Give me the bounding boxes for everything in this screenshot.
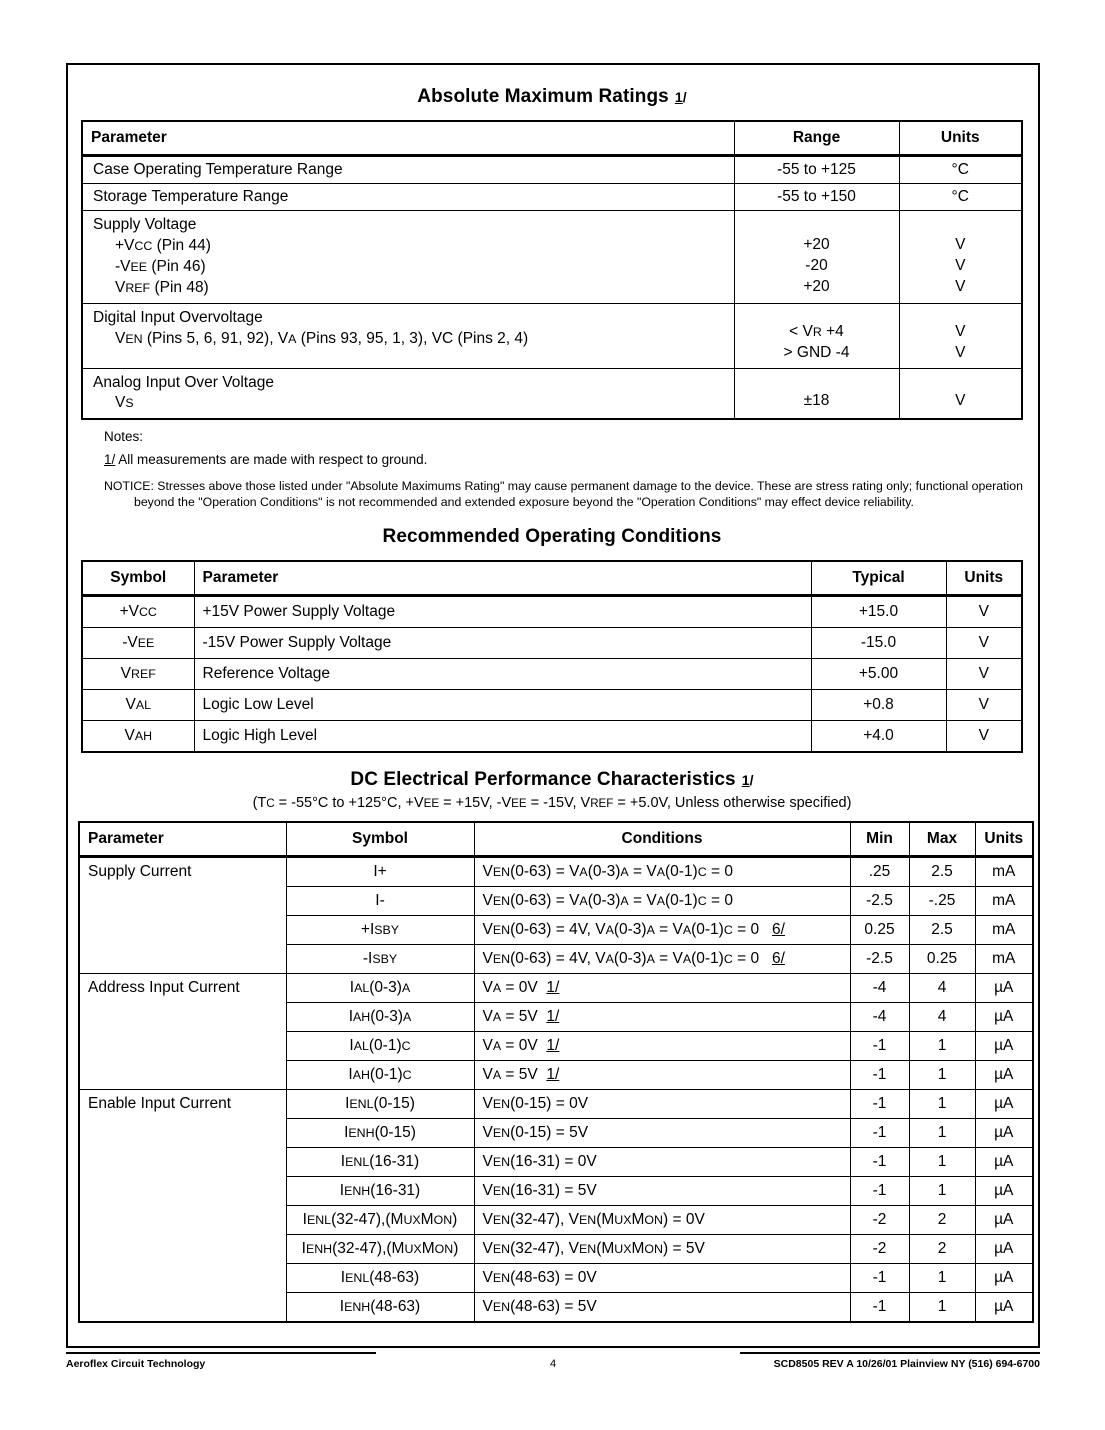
cell-symbol: +VCC [82, 596, 194, 628]
table-row [82, 721, 1022, 753]
cell-max: 1 [909, 1148, 975, 1177]
units-line: °C [951, 161, 969, 178]
table-row [82, 184, 1022, 211]
cell-conditions: VEN(0-15) = 0V [474, 1090, 850, 1119]
table-row-supply-voltage [82, 211, 1022, 304]
cell-parameter [82, 184, 734, 211]
param-line: Storage Temperature Range [93, 188, 289, 205]
notes-block [104, 428, 1026, 510]
footer-page-number: 4 [549, 1358, 557, 1370]
table-row [82, 628, 1022, 659]
cell-symbol: -ISBY [286, 945, 474, 974]
cell-max: 2.5 [909, 857, 975, 887]
param-line-vref: VREF (Pin 48) [115, 278, 209, 296]
section1-note-ref: 1 [674, 89, 683, 105]
cell-typical: -15.0 [811, 628, 946, 659]
header-parameter: Parameter [194, 561, 811, 596]
cell-units [899, 184, 1022, 211]
header-range: Range [734, 121, 899, 156]
cell-symbol: IENH(32-47),(MUXMON) [286, 1235, 474, 1264]
table-row [82, 596, 1022, 628]
table-row [79, 1090, 1033, 1119]
param-line-vs: VS [115, 394, 134, 412]
table-header-row [82, 121, 1022, 156]
dc-electrical-performance-title [78, 769, 1026, 791]
table-row-digital-input-overvoltage [82, 303, 1022, 368]
recommended-operating-conditions-title: Recommended Operating Conditions [382, 526, 722, 548]
cell-units: V [946, 721, 1022, 753]
cell-symbol: IAL(0-3)A [286, 974, 474, 1003]
cell-conditions: VEN(0-63) = VA(0-3)A = VA(0-1)C = 0 [474, 857, 850, 887]
notes-heading: Notes: [104, 429, 144, 445]
section1-note-ref-slash: / [682, 89, 687, 105]
cell-min: -2.5 [850, 945, 909, 974]
cell-units: µA [975, 1119, 1033, 1148]
header-max: Max [909, 822, 975, 857]
cell-symbol: I+ [286, 857, 474, 887]
units-line: V [955, 391, 966, 409]
cell-symbol: VAH [82, 721, 194, 753]
page-content [78, 70, 1026, 1323]
notice-block [104, 478, 1026, 510]
cell-conditions: VA = 0V 1/ [474, 1032, 850, 1061]
range-line-gnd: > GND -4 [783, 343, 850, 361]
note-1-ref: 1/ [104, 451, 116, 467]
cell-units: µA [975, 1061, 1033, 1090]
table-row [82, 690, 1022, 721]
footer-rule-right [740, 1352, 1040, 1354]
cell-min: -1 [850, 1293, 909, 1323]
header-units: Units [946, 561, 1022, 596]
header-conditions: Conditions [474, 822, 850, 857]
header-symbol: Symbol [286, 822, 474, 857]
cell-conditions: VEN(0-63) = 4V, VA(0-3)A = VA(0-1)C = 0 6/ [474, 916, 850, 945]
header-parameter: Parameter [79, 822, 286, 857]
cell-units: µA [975, 1032, 1033, 1061]
table-row [79, 857, 1033, 887]
cell-parameter [82, 303, 734, 368]
cell-min: -1 [850, 1061, 909, 1090]
footer-doc-info: SCD8505 REV A 10/26/01 Plainview NY (516) 694-6700 [773, 1358, 1040, 1370]
cell-max: 2.5 [909, 916, 975, 945]
cell-units: µA [975, 1148, 1033, 1177]
cell-min: -1 [850, 1032, 909, 1061]
cell-units: V [946, 596, 1022, 628]
cell-max: 1 [909, 1032, 975, 1061]
cell-symbol: IENL(0-15) [286, 1090, 474, 1119]
cell-max: 1 [909, 1119, 975, 1148]
dc-electrical-subtitle: (TC = -55°C to +125°C, +VEE = +15V, -VEE = -15V, VREF = +5.0V, Unless otherwise specified) [252, 795, 852, 812]
cell-min: -1 [850, 1264, 909, 1293]
cell-units: µA [975, 1235, 1033, 1264]
cell-typical: +4.0 [811, 721, 946, 753]
cell-min: .25 [850, 857, 909, 887]
header-symbol: Symbol [82, 561, 194, 596]
absolute-maximum-ratings-table [81, 120, 1023, 420]
param-line: Digital Input Overvoltage [93, 308, 263, 326]
footer-company: Aeroflex Circuit Technology [66, 1358, 206, 1370]
cell-units: V [946, 690, 1022, 721]
notice-text: NOTICE: Stresses above those listed under "Absolute Maximums Rating" may cause permanent damage to the device. These are stress rating only; functional operation beyond the "Operation Conditions" is not recommended and extended exposure beyond the "Operation Conditions" may effect device reliability. [104, 478, 1023, 510]
cell-max: 4 [909, 974, 975, 1003]
cell-units: µA [975, 1090, 1033, 1119]
range-line: +20 [803, 277, 830, 295]
cell-typical: +0.8 [811, 690, 946, 721]
section1-title-text: Absolute Maximum Ratings [417, 86, 669, 107]
cell-symbol: IENH(48-63) [286, 1293, 474, 1323]
table-row [82, 659, 1022, 690]
condition-note-ref: 1/ [546, 1066, 560, 1084]
cell-parameter: Logic Low Level [194, 690, 811, 721]
header-units: Units [899, 121, 1022, 156]
cell-parameter: Logic High Level [194, 721, 811, 753]
param-line-pins: VEN (Pins 5, 6, 91, 92), VA (Pins 93, 95, 1, 3), VC (Pins 2, 4) [115, 329, 529, 347]
cell-min: -4 [850, 1003, 909, 1032]
absolute-maximum-ratings-title [78, 86, 1026, 108]
header-min: Min [850, 822, 909, 857]
table-row-analog-input-over-voltage [82, 368, 1022, 419]
header-typical: Typical [811, 561, 946, 596]
section3-title-text: DC Electrical Performance Characteristics [350, 769, 736, 791]
cell-range [734, 303, 899, 368]
cell-min: -2.5 [850, 887, 909, 916]
cell-symbol: +ISBY [286, 916, 474, 945]
cell-parameter [82, 156, 734, 184]
cell-units: µA [975, 1264, 1033, 1293]
condition-note-ref: 1/ [546, 1008, 560, 1026]
cell-max: 2 [909, 1235, 975, 1264]
cell-conditions: VA = 5V 1/ [474, 1061, 850, 1090]
cell-max: -.25 [909, 887, 975, 916]
cell-conditions: VEN(48-63) = 0V [474, 1264, 850, 1293]
cell-units: µA [975, 1003, 1033, 1032]
cell-units: µA [975, 1206, 1033, 1235]
cell-units: V [946, 628, 1022, 659]
units-line: V [955, 343, 966, 361]
units-line: °C [951, 188, 969, 205]
cell-parameter: Reference Voltage [194, 659, 811, 690]
cell-parameter [82, 368, 734, 419]
cell-symbol: VAL [82, 690, 194, 721]
cell-conditions: VEN(0-63) = VA(0-3)A = VA(0-1)C = 0 [474, 887, 850, 916]
cell-min: -1 [850, 1177, 909, 1206]
cell-conditions: VEN(16-31) = 5V [474, 1177, 850, 1206]
header-units: Units [975, 822, 1033, 857]
cell-symbol: VREF [82, 659, 194, 690]
units-line: V [955, 236, 966, 253]
cell-range [734, 368, 899, 419]
cell-conditions: VEN(0-15) = 5V [474, 1119, 850, 1148]
cell-symbol: IAH(0-1)C [286, 1061, 474, 1090]
cell-parameter: +15V Power Supply Voltage [194, 596, 811, 628]
cell-min: -4 [850, 974, 909, 1003]
cell-group-parameter: Address Input Current [79, 974, 286, 1090]
cell-symbol: IENH(16-31) [286, 1177, 474, 1206]
cell-symbol: IENL(48-63) [286, 1264, 474, 1293]
condition-note-ref: 6/ [772, 950, 785, 968]
param-line: Case Operating Temperature Range [93, 161, 343, 178]
cell-units [899, 303, 1022, 368]
cell-range [734, 184, 899, 211]
cell-max: 1 [909, 1264, 975, 1293]
cell-units [899, 211, 1022, 304]
param-line: Supply Voltage [93, 216, 197, 233]
range-line: -20 [805, 256, 828, 274]
cell-units: V [946, 659, 1022, 690]
cell-max: 1 [909, 1293, 975, 1323]
cell-units [899, 368, 1022, 419]
cell-units: mA [975, 857, 1033, 887]
footer-rule-left [66, 1352, 376, 1354]
cell-units: µA [975, 1177, 1033, 1206]
param-line: Analog Input Over Voltage [93, 373, 274, 391]
units-line: V [955, 256, 966, 274]
cell-conditions: VA = 5V 1/ [474, 1003, 850, 1032]
cell-min: 0.25 [850, 916, 909, 945]
cell-typical: +5.00 [811, 659, 946, 690]
range-line-vr: < VR +4 [789, 322, 844, 340]
cell-max: 1 [909, 1177, 975, 1206]
range-line: +20 [803, 236, 830, 253]
dc-electrical-performance-table [78, 821, 1034, 1323]
cell-max: 4 [909, 1003, 975, 1032]
cell-symbol: IENH(0-15) [286, 1119, 474, 1148]
cell-symbol: I- [286, 887, 474, 916]
cell-max: 2 [909, 1206, 975, 1235]
table-row [82, 156, 1022, 184]
cell-conditions: VEN(0-63) = 4V, VA(0-3)A = VA(0-1)C = 0 6/ [474, 945, 850, 974]
range-line: -55 to +150 [777, 188, 856, 205]
note-1 [104, 451, 1026, 469]
table-row [79, 974, 1033, 1003]
cell-min: -1 [850, 1090, 909, 1119]
cell-units: µA [975, 1293, 1033, 1323]
cell-conditions: VEN(16-31) = 0V [474, 1148, 850, 1177]
units-line: V [955, 322, 966, 340]
cell-units: mA [975, 916, 1033, 945]
cell-symbol: -VEE [82, 628, 194, 659]
cell-units: mA [975, 887, 1033, 916]
note-1-text: All measurements are made with respect to ground. [115, 451, 428, 467]
cell-group-parameter: Enable Input Current [79, 1090, 286, 1323]
param-line-vcc: +VCC (Pin 44) [115, 236, 211, 254]
units-line: V [955, 277, 966, 295]
cell-min: -1 [850, 1148, 909, 1177]
cell-typical: +15.0 [811, 596, 946, 628]
condition-note-ref: 1/ [546, 979, 560, 997]
cell-max: 1 [909, 1090, 975, 1119]
recommended-operating-conditions-table [81, 560, 1023, 753]
cell-min: -1 [850, 1119, 909, 1148]
condition-note-ref: 1/ [546, 1037, 560, 1055]
range-line: -55 to +125 [777, 161, 856, 178]
range-line: ±18 [803, 391, 830, 409]
cell-parameter [82, 211, 734, 304]
cell-max: 0.25 [909, 945, 975, 974]
cell-units [899, 156, 1022, 184]
cell-parameter: -15V Power Supply Voltage [194, 628, 811, 659]
cell-units: µA [975, 974, 1033, 1003]
table-header-row [82, 561, 1022, 596]
param-line-vee: -VEE (Pin 46) [115, 257, 206, 275]
cell-conditions: VEN(32-47), VEN(MUXMON) = 0V [474, 1206, 850, 1235]
header-parameter: Parameter [82, 121, 734, 156]
cell-min: -2 [850, 1235, 909, 1264]
cell-symbol: IENL(32-47),(MUXMON) [286, 1206, 474, 1235]
section3-note-ref-slash: / [749, 772, 754, 789]
cell-symbol: IAH(0-3)A [286, 1003, 474, 1032]
cell-conditions: VEN(32-47), VEN(MUXMON) = 5V [474, 1235, 850, 1264]
cell-range [734, 211, 899, 304]
cell-symbol: IENL(16-31) [286, 1148, 474, 1177]
section3-note-ref: 1 [741, 772, 750, 789]
cell-symbol: IAL(0-1)C [286, 1032, 474, 1061]
cell-units: mA [975, 945, 1033, 974]
cell-conditions: VEN(48-63) = 5V [474, 1293, 850, 1323]
cell-range [734, 156, 899, 184]
condition-note-ref: 6/ [772, 921, 785, 939]
cell-min: -2 [850, 1206, 909, 1235]
cell-max: 1 [909, 1061, 975, 1090]
table-header-row [79, 822, 1033, 857]
cell-conditions: VA = 0V 1/ [474, 974, 850, 1003]
cell-group-parameter: Supply Current [79, 857, 286, 974]
